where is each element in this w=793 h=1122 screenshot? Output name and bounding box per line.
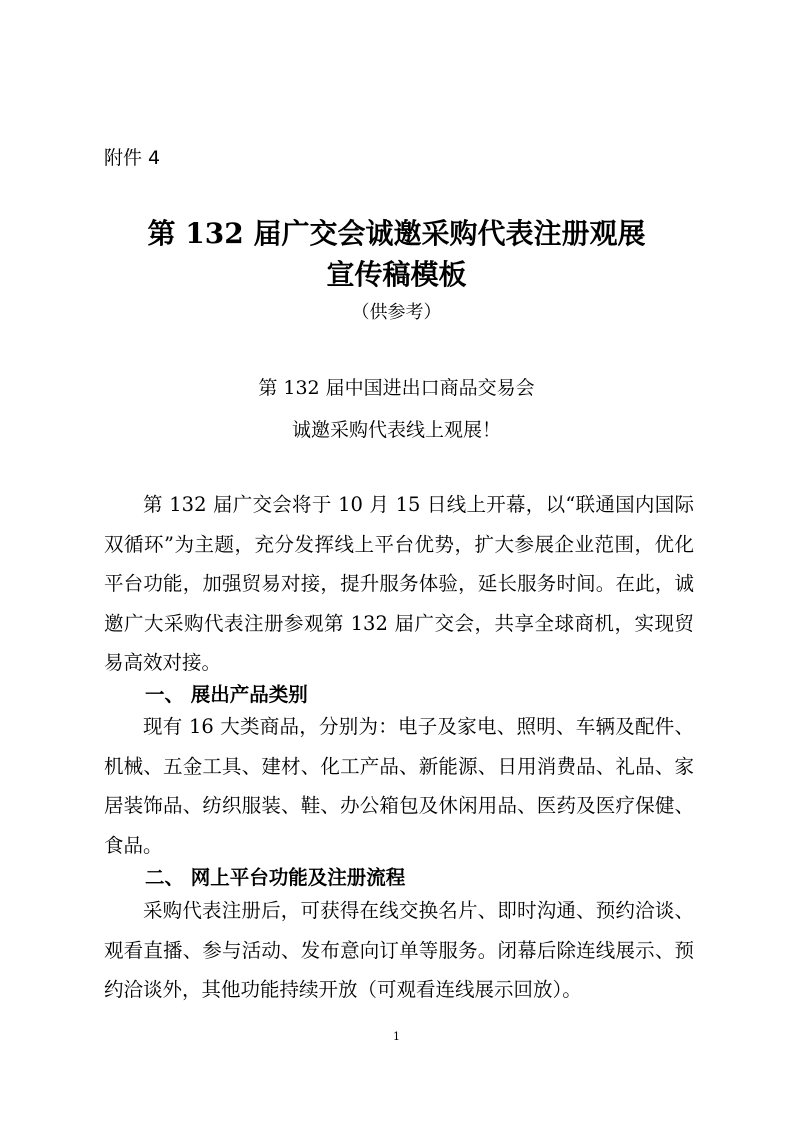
- subtitle-line1: 第 132 届中国进出口商品交易会: [258, 377, 535, 399]
- section-heading-products: 一、 展出产品类别: [145, 683, 308, 706]
- document-title-line1: 第 132 届广交会诚邀采购代表注册观展: [147, 217, 646, 250]
- annex-label: 附件 4: [104, 147, 161, 169]
- section-heading-platform: 二、 网上平台功能及注册流程: [145, 866, 406, 889]
- page-number: 1: [393, 1030, 400, 1043]
- document-title-line2: 宣传稿模板: [326, 258, 467, 291]
- reference-note: （供参考）: [351, 302, 442, 323]
- intro-paragraph: 第 132 届广交会将于 10 月 15 日线上开幕，以“联通国内国际双循环”为主题，充分发挥线上平台优势，扩大参展企业范围，优化平台功能，加强贸易对接，提升服务体验，延长服务时间。在此，诚邀广大采购代表注册参观第 132 届广交会，共享全球商机，实现贸易高效对接。: [104, 493, 694, 674]
- subtitle-line2: 诚邀采购代表线上观展！: [291, 419, 501, 441]
- products-paragraph: 现有 16 大类商品，分别为：电子及家电、照明、车辆及配件、机械、五金工具、建材、化工产品、新能源、日用消费品、礼品、家居装饰品、纺织服装、鞋、办公箱包及休闲用品、医药及医疗保健、食品。: [104, 715, 694, 857]
- platform-paragraph: 采购代表注册后，可获得在线交换名片、即时沟通、预约洽谈、观看直播、参与活动、发布意向订单等服务。闭幕后除连线展示、预约洽谈外，其他功能持续开放（可观看连线展示回放）。: [104, 899, 694, 1001]
